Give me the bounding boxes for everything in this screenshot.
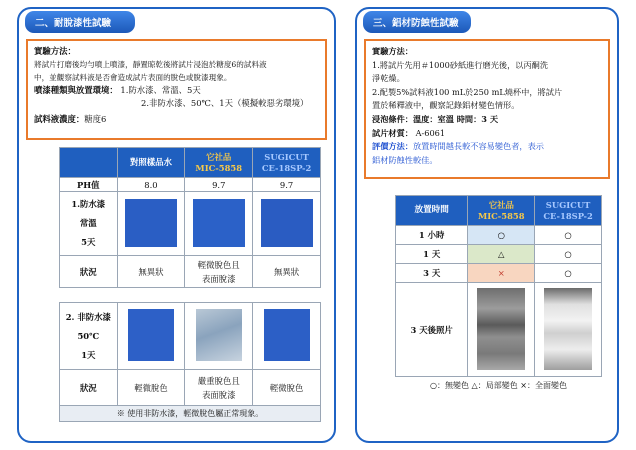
legend: ○：無變色 △：局部變色 ×：全面變色 bbox=[430, 380, 567, 390]
conc-label: 試料液濃度： bbox=[34, 114, 85, 124]
step-1-cont: 淨乾燥。 bbox=[372, 73, 405, 84]
method-text-2: 中，並觀察試料液是否會造成試片表面的脫色或脫漆現象。 bbox=[34, 73, 232, 82]
condition-2: 常溫 bbox=[79, 218, 97, 228]
material-value: A-6061 bbox=[415, 127, 446, 138]
col-sugicut-b: CE-18SP-2 bbox=[261, 162, 312, 173]
paint-label: 噴漆種類與放置環境： bbox=[34, 85, 118, 95]
result-cell: ○ bbox=[535, 226, 602, 245]
result-cell: ○ bbox=[468, 226, 535, 245]
method-text-1: 將試片打磨後均勻噴上噴漆，靜置晾乾後將試片浸泡於糖度6的試料液 bbox=[34, 60, 267, 69]
time-cell: 1 小時 bbox=[396, 226, 468, 245]
sample-photo bbox=[196, 309, 242, 361]
step-2: 2.配製5%試料液100 mL於250 mL燒杯中，將試片 bbox=[372, 86, 563, 97]
col-competitor-a: 它社品 bbox=[488, 199, 514, 210]
time-cell: 3 天 bbox=[396, 264, 468, 283]
paint-option-2: 2.非防水漆、50℃、1天（模擬較惡劣環境） bbox=[141, 98, 309, 108]
photo-sugicut bbox=[544, 288, 592, 370]
result-cell: ○ bbox=[535, 264, 602, 283]
eval-text: 放置時間越長較不容易變色者，表示 bbox=[412, 141, 544, 152]
col-control-water: 對照樣品水 bbox=[117, 148, 185, 178]
status-label: 狀況 bbox=[60, 256, 118, 288]
ph-label: PH值 bbox=[60, 178, 118, 192]
condition-3: 1天 bbox=[81, 349, 96, 360]
material-label: 試片材質： bbox=[372, 127, 413, 138]
ph-value: 9.7 bbox=[253, 178, 321, 192]
status-label: 狀況 bbox=[60, 370, 118, 406]
step-1: 1.將試片先用＃1000砂紙進行磨光後，以丙酮洗 bbox=[372, 59, 549, 70]
corrosion-test-panel bbox=[355, 7, 619, 443]
status-cell: 無異狀 bbox=[117, 256, 185, 288]
sample-photo bbox=[261, 199, 313, 247]
condition-2: 50℃ bbox=[77, 330, 100, 341]
paint-peel-test-panel bbox=[17, 7, 336, 443]
ph-value: 9.7 bbox=[185, 178, 253, 192]
method-box bbox=[364, 39, 610, 179]
sample-photo bbox=[193, 199, 245, 247]
method-box bbox=[26, 39, 327, 140]
footnote: ※ 使用非防水漆，輕微脫色屬正常現象。 bbox=[60, 406, 321, 422]
corrosion-table bbox=[395, 195, 602, 392]
result-cell: ○ bbox=[535, 245, 602, 264]
paint-option-1: 1.防水漆、常溫、5天 bbox=[120, 85, 201, 95]
ph-value: 8.0 bbox=[117, 178, 185, 192]
eval-label: 評價方法： bbox=[372, 141, 413, 152]
method-heading: 實驗方法： bbox=[372, 46, 413, 56]
col-sugicut-a: SUGICUT bbox=[264, 151, 309, 162]
photo-competitor bbox=[477, 288, 525, 370]
col-time: 放置時間 bbox=[396, 196, 468, 226]
paint-table-1 bbox=[59, 147, 321, 288]
eval-text-cont: 鋁材防蝕性較佳。 bbox=[372, 154, 438, 165]
sample-photo bbox=[264, 309, 310, 361]
status-cell: 無異狀 bbox=[253, 256, 321, 288]
sample-photo bbox=[125, 199, 177, 247]
col-sugicut-b: CE-18SP-2 bbox=[543, 210, 593, 221]
col-sugicut-a: SUGICUT bbox=[545, 199, 591, 210]
section-title: 二、耐脫漆性試驗 bbox=[25, 11, 135, 33]
condition-1: 1.防水漆 bbox=[71, 199, 106, 209]
status-cell: 輕微脫色 bbox=[117, 370, 185, 406]
result-cell: × bbox=[468, 264, 535, 283]
time-cell: 1 天 bbox=[396, 245, 468, 264]
col-competitor-b: MIC-5858 bbox=[477, 210, 525, 221]
condition-3: 5天 bbox=[81, 237, 96, 247]
sample-photo bbox=[128, 309, 174, 361]
condition-1: 2. 非防水漆 bbox=[65, 311, 111, 322]
section-title: 三、鋁材防蝕性試驗 bbox=[363, 11, 471, 33]
cond-value: 溫度：室溫 時間：3 天 bbox=[412, 113, 499, 124]
status-cell: 輕微脫色 bbox=[253, 370, 321, 406]
col-competitor-a: 它社品 bbox=[206, 151, 232, 162]
paint-table-2 bbox=[59, 302, 321, 422]
cond-label: 浸泡條件： bbox=[372, 113, 413, 124]
photo-label: 3 天後照片 bbox=[396, 283, 468, 377]
status-cell: 嚴重脫色且表面脫漆 bbox=[185, 370, 253, 406]
result-cell: △ bbox=[468, 245, 535, 264]
method-heading: 實驗方法： bbox=[34, 46, 76, 56]
col-competitor-b: MIC-5858 bbox=[195, 162, 243, 173]
conc-value: 糖度6 bbox=[84, 114, 107, 124]
status-cell: 輕微脫色且表面脫漆 bbox=[185, 256, 253, 288]
step-2-cont: 置於稀釋液中，觀察記錄鋁材變色情形。 bbox=[372, 100, 520, 111]
